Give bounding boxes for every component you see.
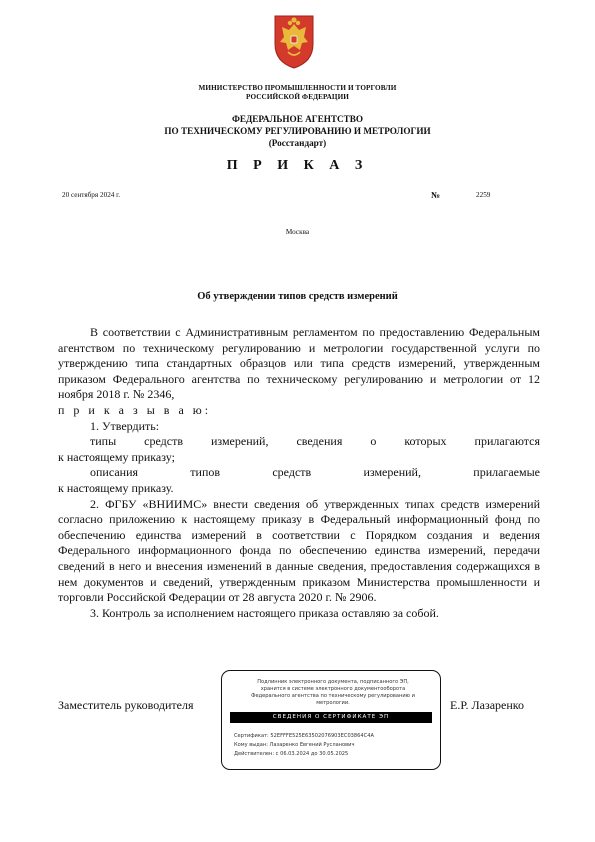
item-1-b-line2: к настоящему приказу. — [58, 480, 174, 495]
document-subject: Об утверждении типов средств измерений — [197, 291, 398, 302]
document-date: 20 сентября 2024 г. — [62, 191, 121, 199]
city: Москва — [285, 228, 310, 236]
signer-name: Е.Р. Лазаренко — [450, 698, 525, 712]
prikazyvayu-phrase: п р и к а з ы в а ю: — [58, 402, 212, 417]
number-sign: № — [431, 190, 441, 200]
stamp-note: Подлинник электронного документа, подписанного ЭП, хранится в системе электронного документооборота Федерального агентства по техническому регулированию и метрологии. — [251, 679, 415, 706]
ministry-name: МИНИСТЕРСТВО ПРОМЫШЛЕННОСТИ И ТОРГОВЛИ РОССИЙСКОЙ ФЕДЕРАЦИИ — [198, 84, 397, 101]
document-number: 2259 — [476, 191, 491, 199]
item-2: 2. ФГБУ «ВНИИМС» внести сведения об утвержденных типах средств измерений согласно приложению к настоящему приказу в Федеральный информационный фонд по обеспечению единства измерений в соответствии с Порядком создания и ведения Федерального информационного фонда по обеспечению единства измерений, передачи сведений в него и внесения изменений в данные сведения, предоставления содержащихся в нем документов и сведений, утвержденным приказом Министерства промышленности и торговли Российской Федерации от 28 августа 2020 г. № 2906. — [58, 496, 540, 605]
stamp-certificate: Сертификат: 52EFFFE525E63502076903EC03864C4A — [234, 733, 374, 739]
signer-title: Заместитель руководителя — [58, 698, 194, 712]
item-3: 3. Контроль за исполнением настоящего приказа оставляю за собой. — [90, 605, 439, 620]
agency-name: ФЕДЕРАЛЬНОЕ АГЕНТСТВО ПО ТЕХНИЧЕСКОМУ РЕГУЛИРОВАНИЮ И МЕТРОЛОГИИ (Росстандарт) — [164, 114, 431, 148]
stamp-banner: СВЕДЕНИЯ О СЕРТИФИКАТЕ ЭП — [230, 712, 432, 723]
item-1-b-line1: описания типов средств измерений, прилагаемые — [90, 465, 540, 480]
stamp-validity: Действителен: с 06.03.2024 до 30.05.2025 — [234, 751, 349, 757]
paragraph-preamble: В соответствии с Административным регламентом по предоставлению Федеральным агентством по техническому регулированию и метрологии государственной услуги по утверждению типа стандартных образцов или типа средств измерений, утвержденным приказом Федерального агентства по техническому регулированию и метрологии от 12 ноября 2018 г. № 2346, — [58, 325, 540, 402]
electronic-signature-stamp — [221, 670, 441, 770]
document-body — [58, 325, 540, 621]
item-1: 1. Утвердить: — [90, 418, 160, 433]
stamp-owner: Кому выдан: Лазаренко Евгений Русланович — [234, 742, 355, 748]
item-1-a-line1: типы средств измерений, сведения о которых прилагаются — [90, 434, 540, 449]
coat-of-arms-emblem — [271, 12, 317, 70]
document-type-heading: П Р И К А З — [226, 158, 369, 173]
item-1-a-line2: к настоящему приказу; — [58, 449, 175, 464]
